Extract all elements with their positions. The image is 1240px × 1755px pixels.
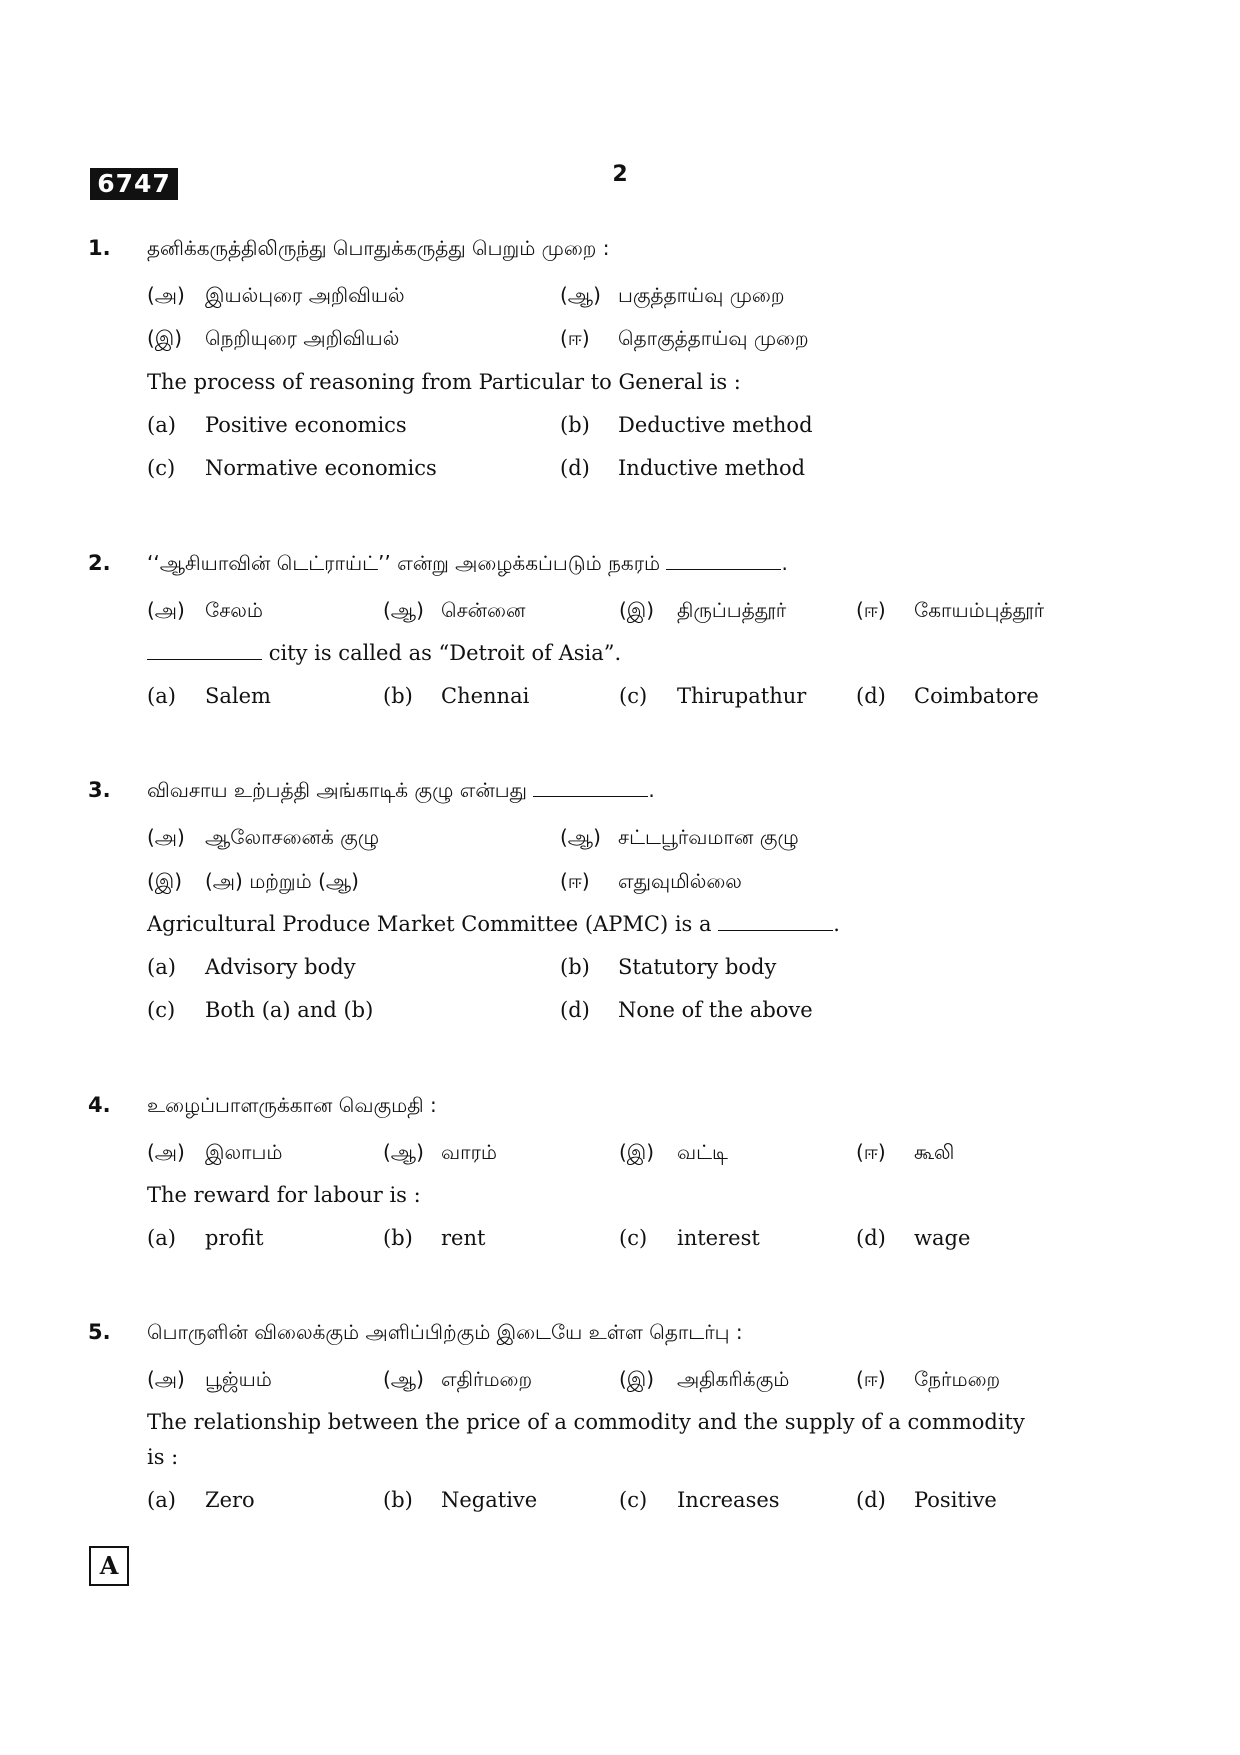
tamil-option: (ஆ) சட்டபூர்வமான குழு xyxy=(560,825,799,849)
english-question: The relationship between the price of a commodity and the supply of a commodity xyxy=(147,1410,1025,1434)
english-option: (d) Coimbatore xyxy=(856,684,1039,708)
tamil-question: விவசாய உற்பத்தி அங்காடிக் குழு என்பது . xyxy=(147,778,655,802)
answer-blank xyxy=(533,795,648,797)
tamil-option: (அ) பூஜ்யம் xyxy=(147,1367,272,1391)
tamil-question: ‘‘ஆசியாவின் டெட்ராய்ட்’’ என்று அழைக்கப்படும் நகரம் . xyxy=(147,551,788,575)
tamil-option: (இ) (அ) மற்றும் (ஆ) xyxy=(147,869,359,893)
tamil-option: (ஈ) எதுவுமில்லை xyxy=(560,869,742,893)
english-option: (b) Chennai xyxy=(383,684,530,708)
answer-blank xyxy=(147,658,262,660)
tamil-option: (ஈ) கோயம்புத்தூர் xyxy=(856,598,1045,622)
tamil-option: (இ) நெறியுரை அறிவியல் xyxy=(147,326,400,350)
question-number: 1. xyxy=(88,236,111,260)
english-option: (b) Deductive method xyxy=(560,413,813,437)
english-option: (a) profit xyxy=(147,1226,264,1250)
question-number: 5. xyxy=(88,1320,111,1344)
tamil-option: (ஆ) எதிர்மறை xyxy=(383,1367,533,1391)
english-option: (d) Inductive method xyxy=(560,456,806,480)
english-question: Agricultural Produce Market Committee (APMC) is a . xyxy=(147,912,840,936)
english-option: (c) Increases xyxy=(619,1488,780,1512)
answer-blank xyxy=(718,929,833,931)
english-option: (b) Negative xyxy=(383,1488,538,1512)
english-option: (b) Statutory body xyxy=(560,955,777,979)
tamil-question: பொருளின் விலைக்கும் அளிப்பிற்கும் இடையே உள்ள தொடர்பு : xyxy=(147,1320,743,1344)
question-number: 2. xyxy=(88,551,111,575)
english-option: (a) Advisory body xyxy=(147,955,356,979)
question-series-badge: A xyxy=(89,1546,129,1586)
english-option: (a) Positive economics xyxy=(147,413,407,437)
tamil-option: (அ) இலாபம் xyxy=(147,1140,283,1164)
english-option: (d) wage xyxy=(856,1226,971,1250)
tamil-option: (ஆ) வாரம் xyxy=(383,1140,498,1164)
paper-code: 6747 xyxy=(90,168,178,200)
tamil-option: (அ) இயல்புரை அறிவியல் xyxy=(147,283,405,307)
tamil-option: (அ) ஆலோசனைக் குழு xyxy=(147,825,380,849)
english-question-continued: is : xyxy=(147,1445,179,1469)
english-option: (a) Zero xyxy=(147,1488,255,1512)
english-option: (c) Both (a) and (b) xyxy=(147,998,374,1022)
tamil-option: (இ) அதிகரிக்கும் xyxy=(619,1367,790,1391)
question-number: 3. xyxy=(88,778,111,802)
english-question: The reward for labour is : xyxy=(147,1183,421,1207)
english-option: (c) Thirupathur xyxy=(619,684,807,708)
tamil-option: (ஈ) கூலி xyxy=(856,1140,955,1164)
english-option: (c) Normative economics xyxy=(147,456,437,480)
tamil-option: (அ) சேலம் xyxy=(147,598,263,622)
tamil-option: (ஆ) சென்னை xyxy=(383,598,526,622)
english-question: The process of reasoning from Particular to General is : xyxy=(147,370,741,394)
tamil-question: தனிக்கருத்திலிருந்து பொதுக்கருத்து பெறும் முறை : xyxy=(147,236,610,260)
tamil-option: (இ) வட்டி xyxy=(619,1140,728,1164)
answer-blank xyxy=(666,568,781,570)
english-question: city is called as “Detroit of Asia”. xyxy=(147,641,621,665)
tamil-question: உழைப்பாளருக்கான வெகுமதி : xyxy=(147,1093,437,1117)
english-option: (a) Salem xyxy=(147,684,271,708)
english-option: (d) None of the above xyxy=(560,998,813,1022)
english-option: (d) Positive xyxy=(856,1488,997,1512)
english-option: (b) rent xyxy=(383,1226,486,1250)
tamil-option: (ஆ) பகுத்தாய்வு முறை xyxy=(560,283,785,307)
tamil-option: (ஈ) நேர்மறை xyxy=(856,1367,1001,1391)
tamil-option: (இ) திருப்பத்தூர் xyxy=(619,598,787,622)
tamil-option: (ஈ) தொகுத்தாய்வு முறை xyxy=(560,326,809,350)
question-number: 4. xyxy=(88,1093,111,1117)
page-number: 2 xyxy=(612,162,628,187)
english-option: (c) interest xyxy=(619,1226,760,1250)
